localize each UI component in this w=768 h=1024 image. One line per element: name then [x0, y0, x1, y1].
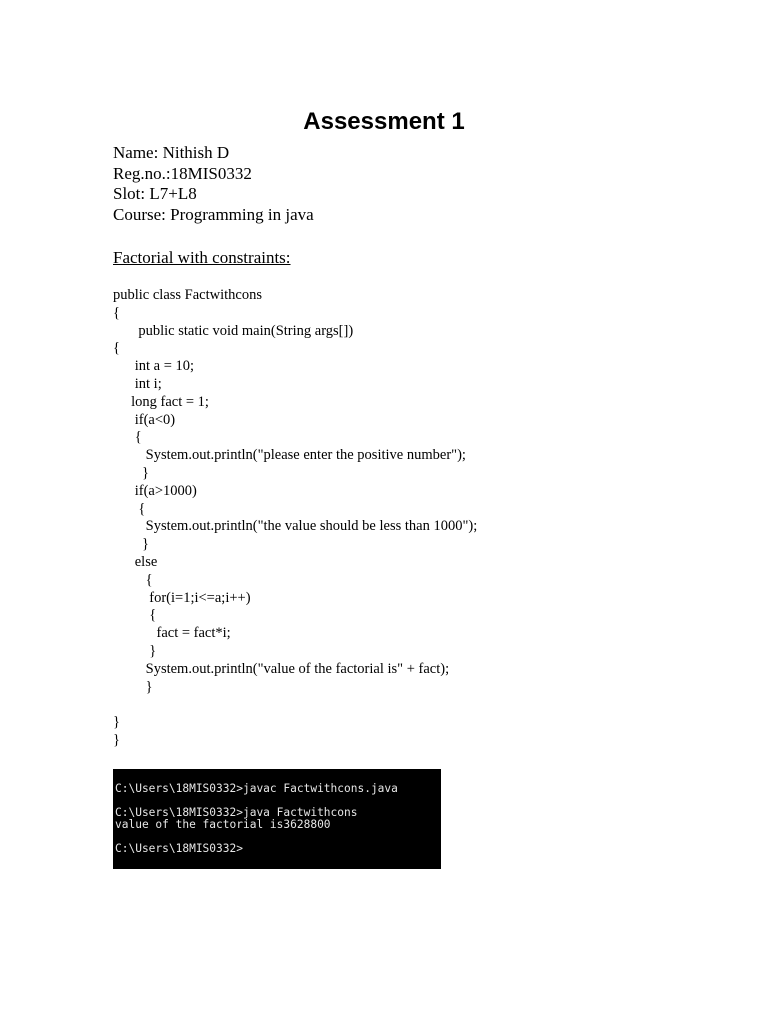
page-title: Assessment 1 [303, 108, 465, 135]
code-line: else [113, 553, 158, 570]
code-line: if(a<0) [113, 411, 176, 428]
student-name: Name: Nithish D [113, 143, 230, 162]
code-line: { [113, 304, 120, 321]
code-line: { [113, 340, 120, 357]
code-line: { [113, 500, 146, 517]
code-line: long fact = 1; [113, 393, 209, 410]
course: Course: Programming in java [113, 205, 314, 225]
code-line: public static void main(String args[]) [113, 322, 354, 339]
code-line: } [113, 642, 157, 659]
code-line: for(i=1;i<=a;i++) [113, 589, 251, 606]
terminal-line: C:\Users\18MIS0332> [115, 842, 243, 855]
terminal-line: C:\Users\18MIS0332>java Factwithcons [115, 806, 358, 819]
code-line: { [113, 607, 157, 624]
code-line: if(a>1000) [113, 482, 197, 499]
code-line: { [113, 571, 153, 588]
student-info [113, 143, 314, 226]
code-line: public class Factwithcons [113, 287, 263, 303]
code-line: int i; [113, 375, 162, 392]
code-line: int a = 10; [113, 358, 195, 375]
code-line: System.out.println("the value should be less than 1000"); [113, 518, 478, 535]
code-line: } [113, 678, 153, 695]
terminal-line: value of the factorial is3628800 [115, 818, 331, 831]
code-listing [113, 287, 477, 750]
code-line: System.out.println("please enter the positive number"); [113, 447, 466, 464]
slot: Slot: L7+L8 [113, 184, 197, 204]
code-line: } [113, 714, 120, 731]
terminal-line: C:\Users\18MIS0332>javac Factwithcons.java [115, 782, 398, 795]
code-line [113, 696, 477, 714]
code-line: fact = fact*i; [113, 625, 231, 642]
code-line: } [113, 536, 149, 553]
registration-number: Reg.no.:18MIS0332 [113, 163, 252, 183]
code-line: System.out.println("value of the factorial is" + fact); [113, 660, 450, 677]
code-line: } [113, 464, 149, 481]
code-line: { [113, 429, 142, 446]
code-line: } [113, 731, 120, 748]
terminal-output-screenshot [113, 769, 441, 869]
section-heading: Factorial with constraints: [113, 248, 291, 267]
